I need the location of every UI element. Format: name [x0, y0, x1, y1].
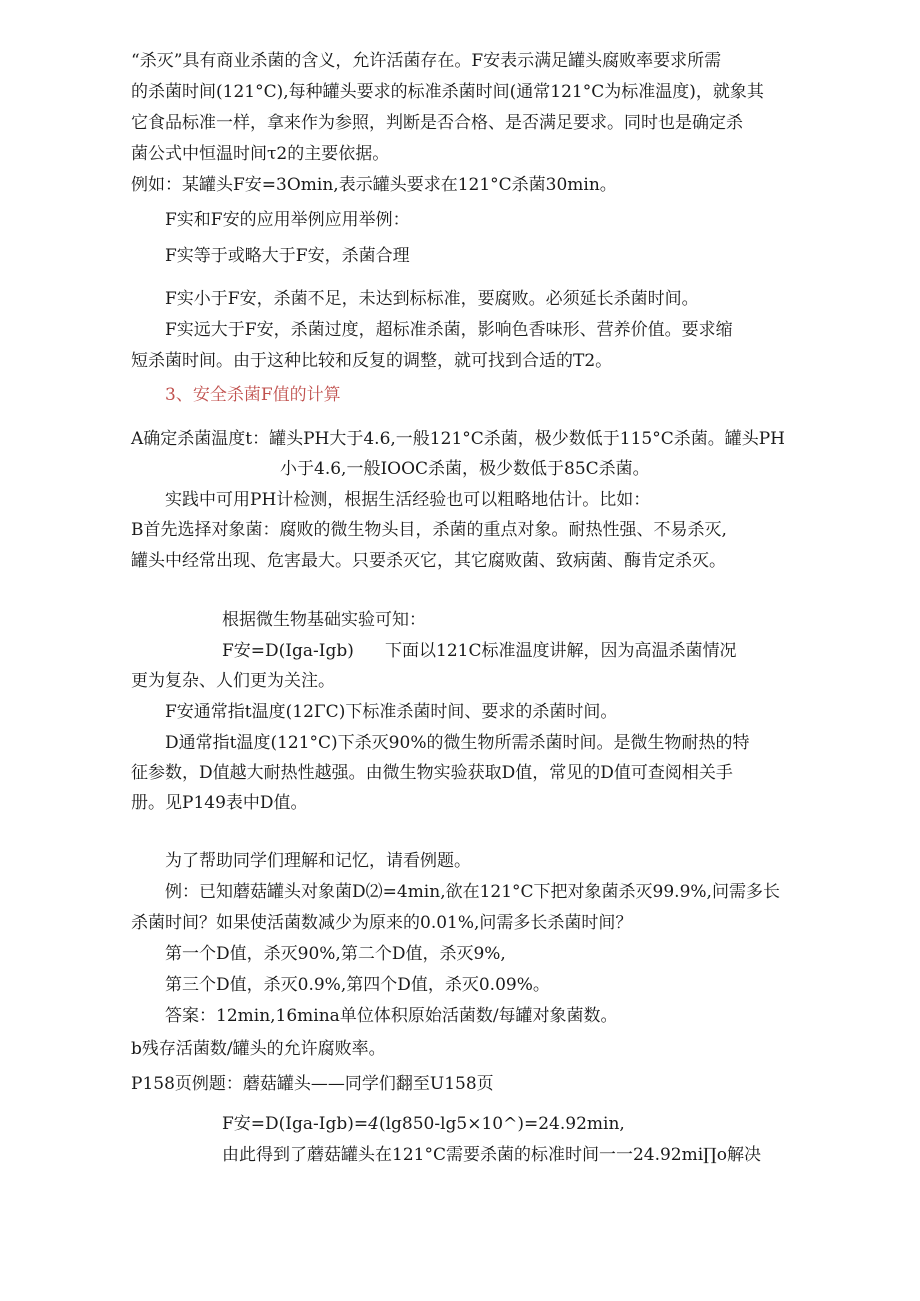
text-line: 下面以121C标准温度讲解，因为高温杀菌情况 — [385, 641, 737, 661]
text-line: 第三个D值，杀灭0.9%,第四个D值，杀灭0.09%。 — [165, 975, 550, 995]
text-line: 杀菌时间？如果使活菌数减少为原来的0.01%,问需多长杀菌时间？ — [131, 913, 633, 933]
text-line: 它食品标准一样，拿来作为参照，判断是否合格、是否满足要求。同时也是确定杀 — [131, 113, 743, 133]
formula: F安=D(Iga-Igb) — [222, 641, 354, 661]
text-line: P158页例题：蘑菇罐头——同学们翻至U158页 — [131, 1074, 494, 1094]
text-line: 答案：12min,16mina单位体积原始活菌数/每罐对象菌数。 — [165, 1006, 618, 1026]
text-line: 例：已知蘑菇罐头对象菌D⑵=4min,欲在121°C下把对象菌杀灭99.9%,问需多长 — [165, 882, 780, 902]
text-line: 实践中可用PH计检测，根据生活经验也可以粗略地估计。比如： — [165, 490, 651, 510]
text-line: B首先选择对象菌：腐败的微生物头目，杀菌的重点对象。耐热性强、不易杀灭, — [131, 520, 727, 540]
text-line: A确定杀菌温度t：罐头PH大于4.6,一般121°C杀菌，极少数低于115°C杀菌。罐头PH — [131, 429, 785, 449]
text-line: 的杀菌时间(121°C),每种罐头要求的标准杀菌时间(通常121°C为标准温度)，就象其 — [131, 82, 764, 102]
text-line: F实和F安的应用举例应用举例： — [165, 210, 410, 230]
text-line: F实等于或略大于F安，杀菌合理 — [165, 246, 410, 266]
formula-part: 4 — [368, 1114, 379, 1134]
text-line: 由此得到了蘑菇罐头在121°C需要杀菌的标准时间一一24.92mi∏o解决 — [222, 1145, 761, 1165]
text-line: F实远大于F安，杀菌过度，超标准杀菌，影响色香味形、营养价值。要求缩 — [165, 320, 733, 340]
text-line: 小于4.6,一般IOOC杀菌，极少数低于85C杀菌。 — [280, 459, 650, 479]
text-line: F安通常指t温度(12ΓC)下标准杀菌时间、要求的杀菌时间。 — [165, 702, 618, 722]
text-line: 根据微生物基础实验可知： — [222, 610, 426, 630]
text-line: 第一个D值，杀灭90%,第二个D值，杀灭9%, — [165, 944, 506, 964]
formula — [222, 1111, 625, 1137]
section-heading: 3、安全杀菌F值的计算 — [165, 385, 341, 405]
text-line: “杀灭”具有商业杀菌的含义，允许活菌存在。F安表示满足罐头腐败率要求所需 — [131, 51, 722, 71]
text-line: 为了帮助同学们理解和记忆，请看例题。 — [165, 851, 471, 871]
text-line: 短杀菌时间。由于这种比较和反复的调整，就可找到合适的T2。 — [131, 351, 613, 371]
text-line: F实小于F安，杀菌不足，未达到标标准，要腐败。必须延长杀菌时间。 — [165, 289, 699, 309]
formula-part: F安=D(Iga-Igb)= — [222, 1114, 369, 1134]
text-line: 例如：某罐头F安=3Omin,表示罐头要求在121°C杀菌30min。 — [131, 175, 617, 195]
text-line: b残存活菌数/罐头的允许腐败率。 — [131, 1039, 386, 1059]
text-line: 册。见P149表中D值。 — [131, 793, 308, 813]
text-line: D通常指t温度(121°C)下杀灭90%的微生物所需杀菌时间。是微生物耐热的特 — [165, 733, 750, 753]
text-line: 更为复杂、人们更为关注。 — [131, 671, 335, 691]
text-line: 菌公式中恒温时间τ2的主要依据。 — [131, 144, 390, 164]
formula-part: (lg850-lg5×10^)=24.92min, — [378, 1114, 625, 1134]
text-line: 罐头中经常出现、危害最大。只要杀灭它，其它腐败菌、致病菌、酶肯定杀灭。 — [131, 551, 726, 571]
text-line: 征参数，D值越大耐热性越强。由微生物实验获取D值，常见的D值可查阅相关手 — [131, 763, 733, 783]
